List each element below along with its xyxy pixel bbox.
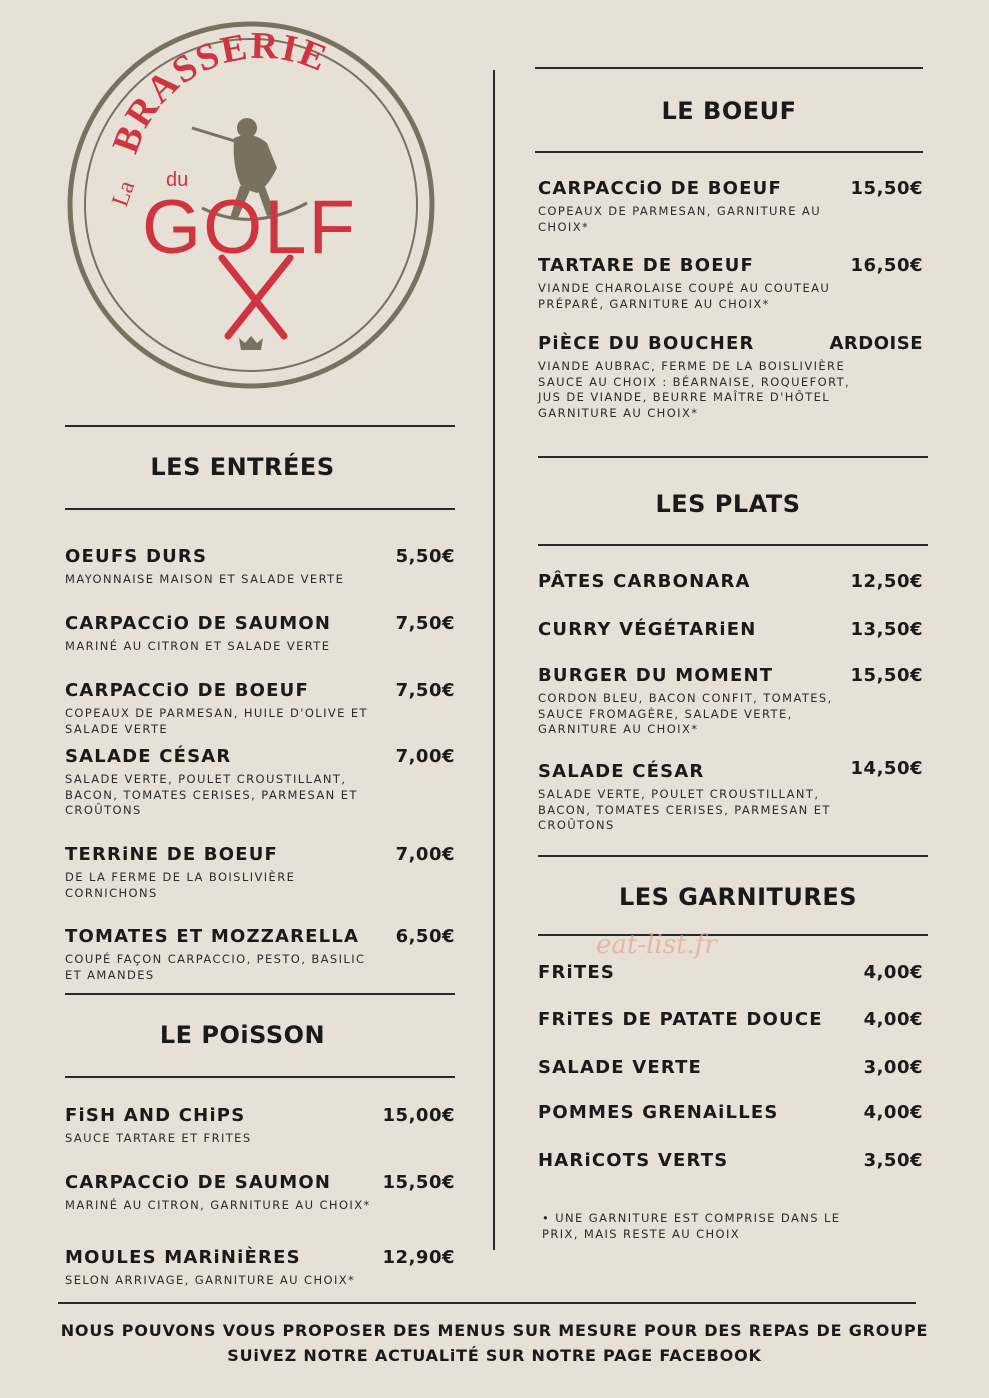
footer-line-2: SUiVEZ NOTRE ACTUALiTÉ SUR NOTRE PAGE FACEBOOK — [227, 1346, 762, 1365]
item-name: SALADE CÉSAR — [65, 746, 232, 767]
menu-item — [538, 255, 848, 312]
item-desc: DE LA FERME DE LA BOISLIVIÈRE CORNICHONS — [65, 870, 296, 900]
item-price: 3,00€ — [863, 1057, 923, 1078]
item-desc: SAUCE TARTARE ET FRITES — [65, 1131, 252, 1145]
entrees-title: LES ENTRÉES — [150, 453, 335, 481]
menu-item — [538, 619, 838, 640]
logo-golf-text: GOLF — [142, 185, 357, 270]
entrees-rule-top — [65, 425, 455, 427]
item-price: ARDOISE — [829, 333, 923, 354]
item-price: 15,50€ — [850, 178, 923, 199]
item-name: BURGER DU MOMENT — [538, 665, 774, 686]
item-name: CARPACCiO DE BOEUF — [65, 680, 309, 701]
item-price: 4,00€ — [863, 962, 923, 983]
item-price: 7,50€ — [395, 613, 455, 634]
item-name: SALADE CÉSAR — [538, 761, 705, 782]
item-name: POMMES GRENAiLLES — [538, 1102, 779, 1123]
item-name: CARPACCiO DE BOEUF — [538, 178, 782, 199]
menu-item — [538, 1150, 838, 1171]
item-price: 15,50€ — [850, 665, 923, 686]
garniture-note: • UNE GARNITURE EST COMPRISE DANS LE PRIX, MAIS RESTE AU CHOIX — [542, 1211, 841, 1241]
item-price: 3,50€ — [863, 1150, 923, 1171]
item-name: FiSH AND CHiPS — [65, 1105, 246, 1126]
item-price: 4,00€ — [863, 1009, 923, 1030]
menu-item — [538, 1102, 838, 1123]
logo-du-text: du — [166, 169, 189, 191]
item-price: 14,50€ — [850, 758, 923, 779]
item-desc: VIANDE AUBRAC, FERME DE LA BOISLIVIÈRE SAUCE AU CHOIX : BÉARNAISE, ROQUEFORT, JUS DE VIANDE, BEURRE MAÎTRE D'HÔTEL GARNITURE AU CHOIX* — [538, 359, 851, 420]
svg-text:BRASSERIE — [104, 25, 334, 159]
menu-item — [538, 665, 838, 738]
footer-line-1: NOUS POUVONS VOUS PROPOSER DES MENUS SUR MESURE POUR DES REPAS DE GROUPE — [60, 1321, 929, 1340]
item-desc: COPEAUX DE PARMESAN, HUILE D'OLIVE ET SALADE VERTE — [65, 706, 368, 736]
item-desc: SALADE VERTE, POULET CROUSTILLANT, BACON, TOMATES CERISES, PARMESAN ET CROÛTONS — [65, 772, 358, 817]
item-name: MOULES MARiNiÈRES — [65, 1247, 301, 1268]
plats-rule-bottom — [538, 544, 928, 546]
item-price: 7,00€ — [395, 746, 455, 767]
poisson-rule-bottom — [65, 1076, 455, 1078]
item-price: 5,50€ — [395, 546, 455, 567]
item-price: 15,00€ — [382, 1105, 455, 1126]
boeuf-rule-top — [535, 67, 923, 69]
item-price: 12,90€ — [382, 1247, 455, 1268]
item-desc: MAYONNAISE MAISON ET SALADE VERTE — [65, 572, 345, 586]
menu-item — [538, 178, 838, 235]
menu-item — [65, 844, 385, 901]
item-price: 13,50€ — [850, 619, 923, 640]
item-desc: COUPÉ FAÇON CARPACCIO, PESTO, BASILIC ET AMANDES — [65, 952, 366, 982]
column-divider — [493, 70, 495, 1250]
brasserie-logo — [62, 18, 444, 393]
entrees-rule-bottom — [65, 508, 455, 510]
item-name: HARiCOTS VERTS — [538, 1150, 729, 1171]
item-name: CARPACCiO DE SAUMON — [65, 1172, 332, 1193]
menu-item — [538, 1057, 838, 1078]
item-desc: VIANDE CHAROLAISE COUPÉ AU COUTEAU PRÉPARÉ, GARNITURE AU CHOIX* — [538, 281, 831, 311]
menu-item — [65, 926, 385, 983]
crown-icon — [239, 336, 263, 350]
watermark-text: eat-list.fr — [596, 930, 717, 960]
item-price: 6,50€ — [395, 926, 455, 947]
logo-la-text: La — [107, 177, 141, 211]
menu-item — [538, 1009, 838, 1030]
menu-item — [65, 1247, 385, 1289]
item-name: CURRY VÉGÉTARiEN — [538, 619, 757, 640]
item-name: CARPACCiO DE SAUMON — [65, 613, 332, 634]
menu-item — [65, 746, 385, 819]
menu-item — [65, 546, 385, 588]
logo-brasserie-text: BRASSERIE — [104, 24, 335, 159]
item-name: TERRiNE DE BOEUF — [65, 844, 279, 865]
poisson-rule-top — [65, 993, 455, 995]
menu-item — [538, 571, 838, 592]
item-price: 4,00€ — [863, 1102, 923, 1123]
menu-item — [65, 613, 385, 655]
item-price: 15,50€ — [382, 1172, 455, 1193]
item-name: SALADE VERTE — [538, 1057, 703, 1078]
menu-item — [65, 680, 385, 737]
item-price: 7,00€ — [395, 844, 455, 865]
item-desc: MARINÉ AU CITRON ET SALADE VERTE — [65, 639, 331, 653]
item-name: PÂTES CARBONARA — [538, 571, 751, 592]
garnitures-rule-top — [538, 855, 928, 857]
boeuf-title: LE BOEUF — [661, 97, 797, 125]
item-name: TARTARE DE BOEUF — [538, 255, 755, 276]
item-price: 12,50€ — [850, 571, 923, 592]
plats-title: LES PLATS — [655, 490, 801, 518]
item-desc: SELON ARRIVAGE, GARNITURE AU CHOIX* — [65, 1273, 356, 1287]
boeuf-rule-bottom — [535, 151, 923, 153]
menu-item — [538, 761, 848, 834]
item-desc: COPEAUX DE PARMESAN, GARNITURE AU CHOIX* — [538, 204, 822, 234]
plats-rule-top — [538, 456, 928, 458]
item-name: OEUFS DURS — [65, 546, 208, 567]
menu-item — [538, 962, 838, 983]
garnitures-title: LES GARNITURES — [618, 883, 858, 911]
item-desc: CORDON BLEU, BACON CONFIT, TOMATES, SAUCE FROMAGÈRE, SALADE VERTE, GARNITURE AU CHOIX* — [538, 691, 833, 736]
logo-emblem — [62, 18, 444, 393]
item-price: 16,50€ — [850, 255, 923, 276]
menu-item — [65, 1172, 385, 1214]
item-name: PiÈCE DU BOUCHER — [538, 333, 755, 354]
menu-item — [65, 1105, 385, 1147]
item-name: FRiTES DE PATATE DOUCE — [538, 1009, 823, 1030]
item-name: FRiTES — [538, 962, 616, 983]
item-desc: SALADE VERTE, POULET CROUSTILLANT, BACON, TOMATES CERISES, PARMESAN ET CROÛTONS — [538, 787, 831, 832]
item-desc: MARINÉ AU CITRON, GARNITURE AU CHOIX* — [65, 1198, 371, 1212]
poisson-title: LE POiSSON — [159, 1021, 326, 1049]
footer-rule — [58, 1302, 916, 1304]
item-name: TOMATES ET MOZZARELLA — [65, 926, 360, 947]
item-price: 7,50€ — [395, 680, 455, 701]
